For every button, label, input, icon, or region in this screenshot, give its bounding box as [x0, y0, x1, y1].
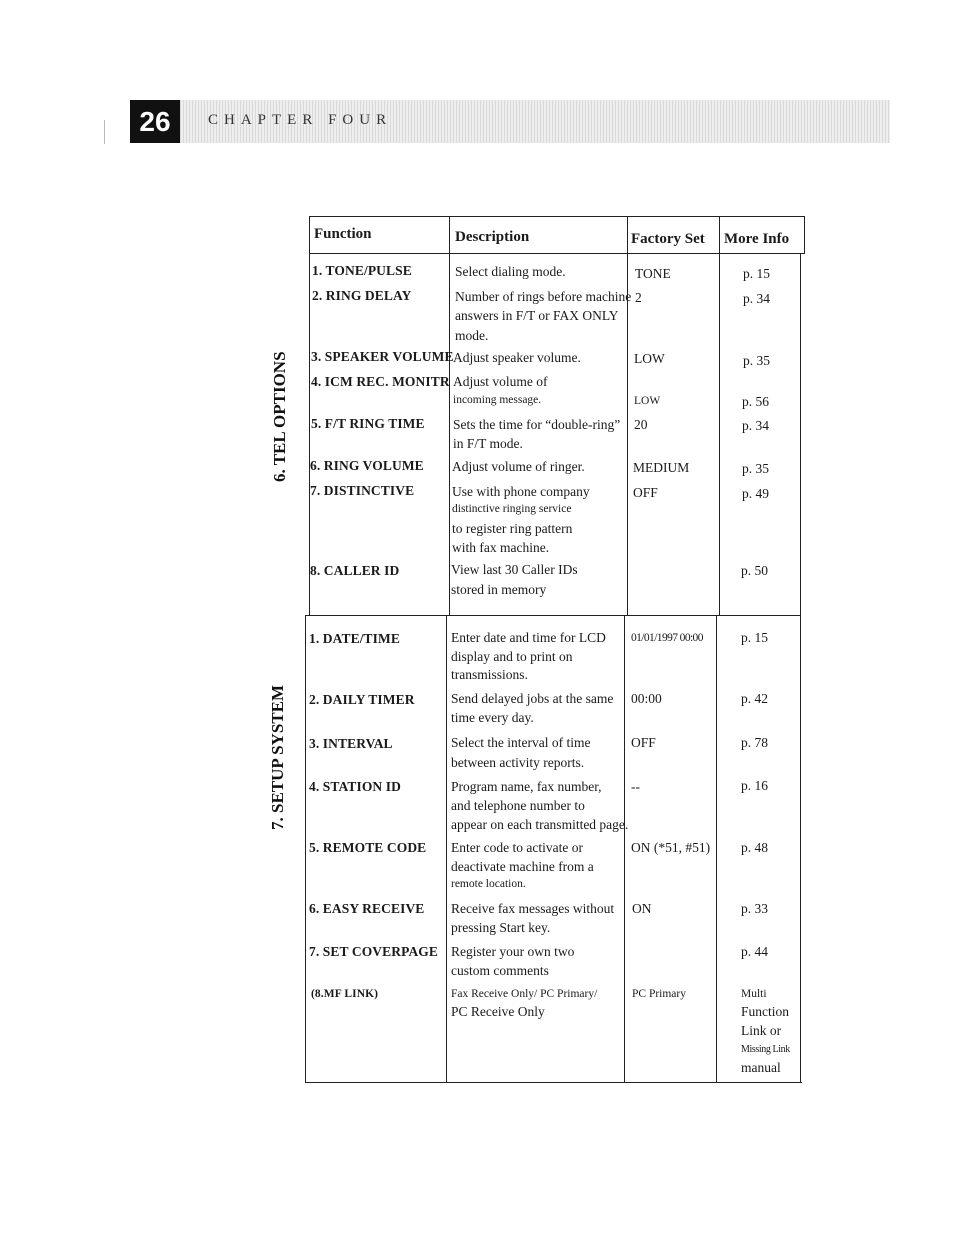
more-info: Function	[741, 1004, 790, 1019]
description-line: Fax Receive Only/ PC Primary/	[451, 988, 598, 1000]
function-mf-link: (8.MF LINK)	[311, 988, 379, 1000]
function-interval: 3. INTERVAL	[309, 736, 393, 751]
function-ft-ring-time: 5. F/T RING TIME	[311, 416, 425, 431]
more-info: p. 35	[743, 353, 770, 368]
factory-setting: 2	[635, 290, 642, 305]
table-bottom-border	[305, 1082, 802, 1083]
more-info: Missing Link	[741, 1044, 790, 1055]
more-info: Link or	[741, 1023, 782, 1038]
col-line-info-1	[719, 216, 720, 615]
description-line: and telephone number to	[451, 798, 585, 813]
more-info: p. 48	[741, 840, 768, 855]
description-line: mode.	[455, 328, 489, 343]
more-info: p. 42	[741, 691, 768, 706]
description-line: Adjust speaker volume.	[453, 350, 581, 365]
table-top-border	[309, 216, 805, 217]
column-header-function: Function	[314, 226, 372, 242]
description-line: PC Receive Only	[451, 1004, 545, 1019]
more-info: p. 15	[741, 630, 768, 645]
factory-setting: 01/01/1997 00:00	[631, 632, 703, 644]
description-line: Number of rings before machine	[455, 289, 632, 304]
column-header-factory-set: Factory Set	[631, 231, 705, 247]
factory-setting: ON (*51, #51)	[631, 840, 711, 855]
col-line-desc-2	[446, 615, 447, 1082]
more-info: p. 34	[742, 418, 769, 433]
factory-setting: OFF	[633, 485, 658, 500]
factory-setting: 20	[634, 417, 648, 432]
column-header-description: Description	[455, 229, 530, 245]
description-line: Enter code to activate or	[451, 840, 583, 855]
description-line: Enter date and time for LCD	[451, 630, 606, 645]
description-line: incoming message.	[453, 394, 542, 406]
description-line: answers in F/T or FAX ONLY	[455, 308, 619, 323]
description-line: deactivate machine from a	[451, 859, 594, 874]
description-line: Adjust volume of ringer.	[452, 459, 585, 474]
chapter-label: CHAPTER FOUR	[208, 112, 393, 128]
function-speaker-volume: 3. SPEAKER VOLUME	[311, 349, 454, 364]
description-line: with fax machine.	[452, 540, 550, 555]
function-daily-timer: 2. DAILY TIMER	[309, 692, 415, 707]
margin-tick	[104, 120, 105, 144]
description-line: Adjust volume of	[453, 374, 548, 389]
description-line: to register ring pattern	[452, 521, 573, 536]
description-line: custom comments	[451, 963, 549, 978]
description-line: Register your own two	[451, 944, 575, 959]
factory-setting: MEDIUM	[633, 460, 690, 475]
section-divider	[305, 615, 801, 616]
more-info: p. 50	[741, 563, 768, 578]
factory-setting: --	[631, 779, 640, 794]
description-line: stored in memory	[451, 582, 547, 597]
description-line: time every day.	[451, 710, 534, 725]
description-line: Receive fax messages without	[451, 901, 615, 916]
more-info: p. 33	[741, 901, 768, 916]
description-line: remote location.	[451, 878, 526, 890]
more-info: p. 49	[742, 486, 769, 501]
description-line: Select dialing mode.	[455, 264, 566, 279]
function-ring-volume: 6. RING VOLUME	[310, 458, 424, 473]
page-number: 26	[130, 100, 180, 143]
more-info: p. 15	[743, 266, 770, 281]
col-line-right	[800, 254, 801, 1082]
factory-setting: OFF	[631, 735, 656, 750]
function-set-coverpage: 7. SET COVERPAGE	[309, 944, 438, 959]
more-info: manual	[741, 1060, 781, 1075]
col-line-info-2	[716, 615, 717, 1082]
col-line-right-header	[804, 216, 805, 254]
section-label-setup-system: 7. SETUP SYSTEM	[268, 684, 287, 830]
factory-setting: 00:00	[631, 691, 662, 706]
description-line: transmissions.	[451, 667, 528, 682]
description-line: pressing Start key.	[451, 920, 551, 935]
function-caller-id: 8. CALLER ID	[310, 563, 400, 578]
column-header-more-info: More Info	[724, 231, 790, 247]
more-info: p. 44	[741, 944, 768, 959]
factory-setting: TONE	[635, 266, 671, 281]
description-line: distinctive ringing service	[452, 503, 572, 515]
function-distinctive: 7. DISTINCTIVE	[310, 483, 415, 498]
col-line-left-1	[309, 216, 310, 615]
function-remote-code: 5. REMOTE CODE	[309, 840, 427, 855]
function-date-time: 1. DATE/TIME	[309, 631, 400, 646]
function-tone-pulse: 1. TONE/PULSE	[312, 263, 412, 278]
col-line-desc-1	[449, 216, 450, 615]
col-line-left-2	[305, 615, 306, 1082]
description-line: Use with phone company	[452, 484, 590, 499]
description-line: Program name, fax number,	[451, 779, 602, 794]
factory-setting: LOW	[634, 395, 661, 407]
description-line: Sets the time for “double-ring”	[453, 417, 621, 432]
description-line: Send delayed jobs at the same	[451, 691, 614, 706]
description-line: display and to print on	[451, 649, 573, 664]
factory-setting: ON	[632, 901, 652, 916]
function-station-id: 4. STATION ID	[309, 779, 401, 794]
description-line: appear on each transmitted page.	[451, 817, 629, 832]
more-info: Multi	[741, 988, 767, 1000]
more-info: p. 16	[741, 778, 768, 793]
factory-setting: PC Primary	[632, 988, 686, 1000]
description-line: Select the interval of time	[451, 735, 591, 750]
function-ring-delay: 2. RING DELAY	[312, 288, 412, 303]
description-line: between activity reports.	[451, 755, 585, 770]
section-label-tel-options: 6. TEL OPTIONS	[270, 351, 289, 482]
function-easy-receive: 6. EASY RECEIVE	[309, 901, 425, 916]
more-info: p. 78	[741, 735, 768, 750]
more-info: p. 34	[743, 291, 770, 306]
factory-setting: LOW	[634, 351, 665, 366]
header-bottom-border	[309, 253, 805, 254]
more-info: p. 35	[742, 461, 769, 476]
col-line-factory-1	[627, 216, 628, 615]
description-line: in F/T mode.	[453, 436, 523, 451]
function-icm-rec-monitr: 4. ICM REC. MONITR	[311, 374, 450, 389]
col-line-factory-2	[624, 615, 625, 1082]
more-info: p. 56	[742, 394, 769, 409]
description-line: View last 30 Caller IDs	[451, 562, 578, 577]
